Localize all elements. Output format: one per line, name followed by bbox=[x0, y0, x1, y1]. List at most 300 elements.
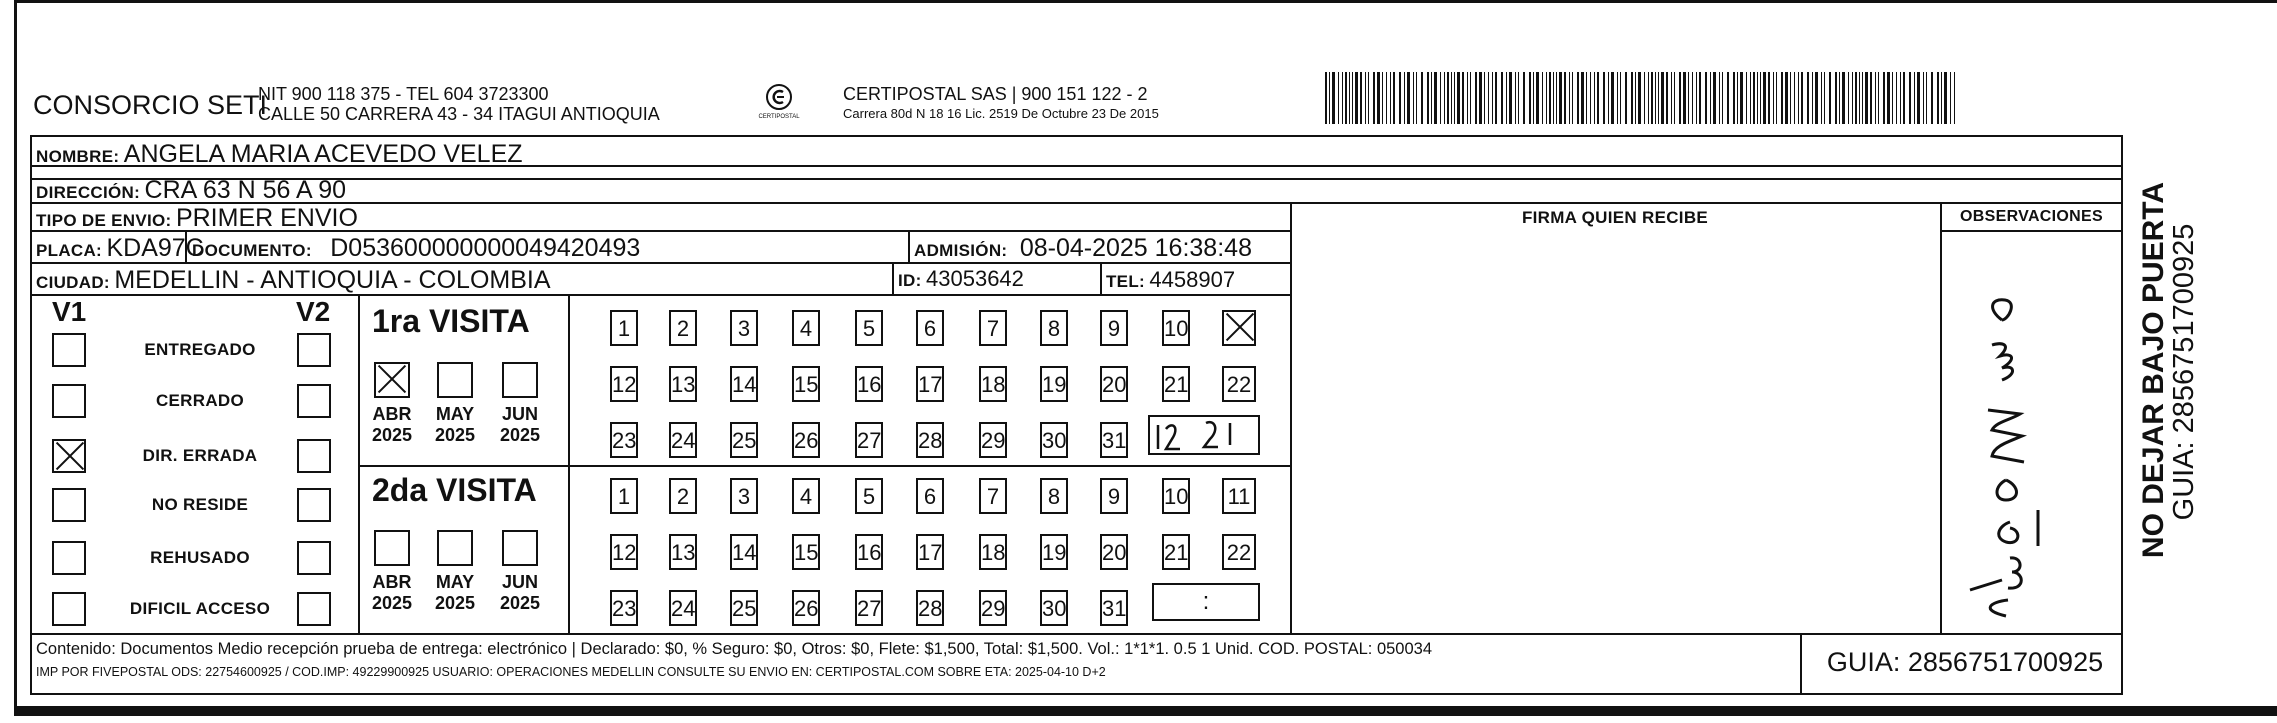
day-box[interactable]: 21 bbox=[1162, 366, 1190, 402]
day-box[interactable]: 7 bbox=[979, 478, 1007, 514]
barcode-bar bbox=[1536, 72, 1539, 124]
day-box[interactable]: 10 bbox=[1162, 310, 1190, 346]
day-box[interactable]: 2 bbox=[669, 310, 697, 346]
day-box[interactable]: 4 bbox=[792, 478, 820, 514]
day-box[interactable]: 18 bbox=[979, 534, 1007, 570]
month-label bbox=[427, 572, 483, 614]
barcode-bar bbox=[1875, 72, 1876, 124]
observaciones-label: OBSERVACIONES bbox=[1960, 208, 2103, 225]
barcode-bar bbox=[1355, 72, 1358, 124]
barcode-bar bbox=[1454, 72, 1455, 124]
barcode-bar bbox=[1407, 72, 1410, 124]
certipostal-logo bbox=[752, 82, 806, 130]
barcode-bar bbox=[1917, 72, 1920, 124]
barcode-bar bbox=[1839, 72, 1840, 124]
barcode-bar bbox=[1342, 72, 1343, 124]
barcode-bar bbox=[1746, 72, 1747, 124]
barcode-bar bbox=[1594, 72, 1595, 124]
barcode-bar bbox=[1467, 72, 1468, 124]
day-box[interactable]: 29 bbox=[979, 590, 1007, 626]
reason-label: ENTREGADO bbox=[144, 340, 256, 359]
v2-checkbox[interactable] bbox=[297, 541, 331, 575]
barcode-bar bbox=[1696, 72, 1697, 124]
admision-label: ADMISIÓN: bbox=[914, 241, 1008, 260]
barcode-bar bbox=[1597, 72, 1599, 124]
barcode-bar bbox=[1625, 72, 1627, 124]
month-label bbox=[364, 572, 420, 614]
day-box[interactable]: 26 bbox=[792, 422, 820, 458]
first-visit-title: 1ra VISITA bbox=[372, 303, 530, 339]
barcode-bar bbox=[1926, 72, 1927, 124]
day-box[interactable]: 17 bbox=[916, 366, 944, 402]
direccion-value: CRA 63 N 56 A 90 bbox=[144, 176, 347, 204]
barcode-bar bbox=[1325, 72, 1327, 124]
first-visit-time-box[interactable] bbox=[1148, 415, 1260, 455]
barcode-bar bbox=[1655, 72, 1656, 124]
barcode-bar bbox=[1382, 72, 1383, 124]
day-box[interactable]: 19 bbox=[1040, 366, 1068, 402]
day-box[interactable]: 11 bbox=[1222, 478, 1256, 514]
company-name: CONSORCIO SETI bbox=[33, 90, 268, 120]
day-box[interactable]: 12 bbox=[610, 534, 638, 570]
day-box[interactable]: 13 bbox=[669, 366, 697, 402]
barcode-bar bbox=[1413, 72, 1414, 124]
barcode-bar bbox=[1523, 72, 1525, 124]
barcode-bar bbox=[1815, 72, 1818, 124]
barcode-bar bbox=[1386, 72, 1387, 124]
barcode-bar bbox=[1638, 72, 1641, 124]
barcode-bar bbox=[1855, 72, 1857, 124]
second-visit-time-box[interactable]: : bbox=[1152, 583, 1260, 621]
barcode-bar bbox=[1648, 72, 1649, 124]
barcode-bar bbox=[1506, 72, 1507, 124]
barcode-bar bbox=[1674, 72, 1675, 124]
v2-checkbox[interactable] bbox=[297, 592, 331, 626]
v1-checkbox[interactable] bbox=[52, 384, 86, 418]
day-box[interactable]: 3 bbox=[730, 478, 758, 514]
day-box[interactable]: 25 bbox=[730, 590, 758, 626]
barcode-bar bbox=[1329, 72, 1330, 124]
day-box[interactable]: 24 bbox=[669, 590, 697, 626]
day-box[interactable]: 20 bbox=[1100, 534, 1128, 570]
barcode-bar bbox=[1556, 72, 1557, 124]
v1-checkbox[interactable] bbox=[52, 439, 86, 473]
day-box[interactable]: 30 bbox=[1040, 590, 1068, 626]
barcode-bar bbox=[1590, 72, 1591, 124]
day-box[interactable]: 30 bbox=[1040, 422, 1068, 458]
barcode-bar bbox=[1740, 72, 1743, 124]
barcode-bar bbox=[1488, 72, 1489, 124]
documento-label: DOCUMENTO: bbox=[192, 241, 312, 260]
barcode-bar bbox=[1798, 72, 1799, 124]
barcode-bar bbox=[1914, 72, 1915, 124]
admision-value: 08-04-2025 16:38:48 bbox=[1019, 234, 1252, 262]
month-label bbox=[492, 404, 548, 446]
certipostal-line1: CERTIPOSTAL SAS | 900 151 122 - 2 bbox=[843, 84, 1148, 104]
barcode-bar bbox=[1635, 72, 1636, 124]
day-box[interactable]: 15 bbox=[792, 534, 820, 570]
month-checkbox[interactable] bbox=[437, 362, 473, 398]
month-name: JUN bbox=[501, 404, 538, 424]
ciudad-label: CIUDAD: bbox=[36, 273, 110, 292]
month-checkbox[interactable] bbox=[374, 362, 410, 398]
barcode-bar bbox=[1768, 72, 1770, 124]
barcode-bar bbox=[1572, 72, 1573, 124]
barcode-bar bbox=[1631, 72, 1633, 124]
barcode-bar bbox=[1501, 72, 1503, 124]
barcode bbox=[1325, 72, 1960, 124]
barcode-bar bbox=[1776, 72, 1777, 124]
month-name: MAY bbox=[435, 404, 475, 424]
day-box[interactable]: 16 bbox=[855, 534, 883, 570]
day-box[interactable]: 22 bbox=[1222, 366, 1256, 402]
tel-value: 4458907 bbox=[1149, 267, 1236, 292]
observation-handwriting bbox=[1950, 290, 2070, 630]
barcode-bar bbox=[1495, 72, 1497, 124]
barcode-bar bbox=[1865, 72, 1868, 124]
day-box[interactable]: 14 bbox=[730, 366, 758, 402]
side-no-dejar: NO DEJAR BAJO PUERTA bbox=[2137, 181, 2170, 559]
barcode-bar bbox=[1451, 72, 1452, 124]
barcode-bar bbox=[1909, 72, 1911, 124]
barcode-bar bbox=[1842, 72, 1845, 124]
day-box[interactable]: 13 bbox=[669, 534, 697, 570]
barcode-bar bbox=[1518, 72, 1519, 124]
day-box[interactable]: 6 bbox=[916, 310, 944, 346]
day-box[interactable]: 10 bbox=[1162, 478, 1190, 514]
barcode-bar bbox=[1666, 72, 1668, 124]
day-box[interactable]: 31 bbox=[1100, 422, 1128, 458]
tipo-row bbox=[36, 204, 358, 233]
v2-checkbox[interactable] bbox=[297, 488, 331, 522]
logo-text: CERTIPOSTAL bbox=[758, 114, 800, 120]
barcode-bar bbox=[1416, 72, 1417, 124]
day-box[interactable]: 7 bbox=[979, 310, 1007, 346]
barcode-bar bbox=[1900, 72, 1901, 124]
day-box[interactable]: 20 bbox=[1100, 366, 1128, 402]
tel-row bbox=[1106, 267, 1235, 293]
barcode-bar bbox=[1404, 72, 1405, 124]
barcode-bar bbox=[1750, 72, 1751, 124]
admision-row bbox=[914, 234, 1252, 263]
barcode-bar bbox=[1753, 72, 1755, 124]
barcode-bar bbox=[1812, 72, 1813, 124]
barcode-bar bbox=[1794, 72, 1795, 124]
barcode-bar bbox=[1878, 72, 1879, 124]
barcode-bar bbox=[1705, 72, 1707, 124]
barcode-bar bbox=[1533, 72, 1534, 124]
barcode-bar bbox=[1479, 72, 1482, 124]
barcode-bar bbox=[1475, 72, 1477, 124]
month-label bbox=[492, 572, 548, 614]
barcode-bar bbox=[1722, 72, 1723, 124]
barcode-bar bbox=[1440, 72, 1441, 124]
v1-header: V1 bbox=[52, 296, 87, 327]
day-box[interactable]: 1 bbox=[610, 478, 638, 514]
barcode-bar bbox=[1509, 72, 1512, 124]
id-label: ID: bbox=[898, 271, 922, 290]
month-label bbox=[364, 404, 420, 446]
barcode-bar bbox=[1950, 72, 1951, 124]
certipostal-line2: Carrera 80d N 18 16 Lic. 2519 De Octubre 23 De 2015 bbox=[843, 106, 1159, 121]
nombre-row bbox=[36, 140, 523, 169]
barcode-bar bbox=[1848, 72, 1849, 124]
barcode-bar bbox=[1393, 72, 1395, 124]
direccion-label: DIRECCIÓN: bbox=[36, 183, 141, 202]
day-box[interactable]: 19 bbox=[1040, 534, 1068, 570]
barcode-bar bbox=[1941, 72, 1942, 124]
barcode-bar bbox=[1944, 72, 1947, 124]
barcode-bar bbox=[1785, 72, 1788, 124]
month-label bbox=[427, 404, 483, 446]
month-checkbox[interactable] bbox=[437, 530, 473, 566]
barcode-bar bbox=[1431, 72, 1432, 124]
ciudad-row bbox=[36, 266, 551, 295]
barcode-bar bbox=[1781, 72, 1783, 124]
barcode-bar bbox=[1824, 72, 1825, 124]
day-box[interactable]: 18 bbox=[979, 366, 1007, 402]
footer-line2: IMP POR FIVEPOSTAL ODS: 22754600925 / COD.IMP: 49229900925 USUARIO: OPERACIONES MEDELLIN CONSULTE SU ENVIO EN: CERTIPOSTAL.COM SOBRE ETA: 2025-04-10 D+2 bbox=[36, 665, 1106, 679]
barcode-bar bbox=[1492, 72, 1493, 124]
month-year: 2025 bbox=[371, 425, 413, 445]
barcode-bar bbox=[1352, 72, 1353, 124]
tipo-value: PRIMER ENVIO bbox=[175, 204, 358, 232]
barcode-bar bbox=[1399, 72, 1401, 124]
barcode-bar bbox=[1887, 72, 1890, 124]
day-box[interactable]: 5 bbox=[855, 478, 883, 514]
day-box[interactable]: 8 bbox=[1040, 310, 1068, 346]
barcode-bar bbox=[1688, 72, 1689, 124]
reason-label: CERRADO bbox=[155, 391, 245, 410]
v1-checkbox[interactable] bbox=[52, 592, 86, 626]
month-name: ABR bbox=[372, 572, 412, 592]
barcode-bar bbox=[1617, 72, 1618, 124]
day-box[interactable]: 3 bbox=[730, 310, 758, 346]
barcode-bar bbox=[1923, 72, 1924, 124]
barcode-bar bbox=[1790, 72, 1791, 124]
barcode-bar bbox=[1801, 72, 1803, 124]
barcode-bar bbox=[1773, 72, 1774, 124]
barcode-bar bbox=[1671, 72, 1672, 124]
v1-checkbox[interactable] bbox=[52, 541, 86, 575]
barcode-bar bbox=[1757, 72, 1758, 124]
barcode-bar bbox=[1760, 72, 1761, 124]
day-box[interactable]: 31 bbox=[1100, 590, 1128, 626]
footer-guia: GUIA: 2856751700925 bbox=[1826, 647, 2104, 677]
barcode-bar bbox=[1332, 72, 1335, 124]
day-box[interactable]: 16 bbox=[855, 366, 883, 402]
barcode-bar bbox=[1870, 72, 1872, 124]
day-box[interactable]: 25 bbox=[730, 422, 758, 458]
month-year: 2025 bbox=[499, 593, 541, 613]
day-box[interactable]: 23 bbox=[610, 422, 638, 458]
barcode-bar bbox=[1421, 72, 1423, 124]
barcode-bar bbox=[1549, 72, 1551, 124]
month-checkbox[interactable] bbox=[502, 530, 538, 566]
barcode-bar bbox=[1821, 72, 1822, 124]
barcode-bar bbox=[1896, 72, 1897, 124]
month-name: JUN bbox=[501, 572, 538, 592]
barcode-bar bbox=[1542, 72, 1543, 124]
day-box[interactable]: 1 bbox=[610, 310, 638, 346]
barcode-bar bbox=[1937, 72, 1939, 124]
barcode-bar bbox=[1651, 72, 1653, 124]
barcode-bar bbox=[1484, 72, 1485, 124]
barcode-bar bbox=[1692, 72, 1693, 124]
v2-checkbox[interactable] bbox=[297, 333, 331, 367]
barcode-bar bbox=[1470, 72, 1471, 124]
placa-row bbox=[36, 234, 204, 263]
barcode-bar bbox=[1883, 72, 1885, 124]
barcode-bar bbox=[1737, 72, 1738, 124]
barcode-bar bbox=[1683, 72, 1686, 124]
barcode-bar bbox=[1457, 72, 1460, 124]
reason-label: DIR. ERRADA bbox=[142, 446, 258, 465]
barcode-bar bbox=[1763, 72, 1766, 124]
barcode-bar bbox=[1349, 72, 1350, 124]
ciudad-value: MEDELLIN - ANTIOQUIA - COLOMBIA bbox=[114, 266, 551, 294]
month-checkbox[interactable] bbox=[502, 362, 538, 398]
barcode-bar bbox=[1564, 72, 1566, 124]
barcode-bar bbox=[1644, 72, 1645, 124]
day-box[interactable]: 27 bbox=[855, 422, 883, 458]
day-box[interactable]: 9 bbox=[1100, 310, 1128, 346]
day-box[interactable]: 4 bbox=[792, 310, 820, 346]
documento-value: D053600000000049420493 bbox=[330, 234, 641, 262]
day-box[interactable]: 12 bbox=[610, 366, 638, 402]
day-box[interactable]: 6 bbox=[916, 478, 944, 514]
barcode-bar bbox=[1427, 72, 1429, 124]
day-box[interactable]: 14 bbox=[730, 534, 758, 570]
placa-value: KDA97C bbox=[106, 234, 204, 262]
v1-checkbox[interactable] bbox=[52, 333, 86, 367]
barcode-bar bbox=[1713, 72, 1716, 124]
barcode-bar bbox=[1710, 72, 1711, 124]
reason-label: NO RESIDE bbox=[151, 495, 249, 514]
barcode-bar bbox=[1368, 72, 1369, 124]
barcode-bar bbox=[1733, 72, 1735, 124]
barcode-bar bbox=[1515, 72, 1516, 124]
barcode-bar bbox=[1679, 72, 1681, 124]
month-year: 2025 bbox=[499, 425, 541, 445]
day-box[interactable]: 21 bbox=[1162, 534, 1190, 570]
barcode-bar bbox=[1835, 72, 1837, 124]
barcode-bar bbox=[1829, 72, 1831, 124]
day-box[interactable]: 27 bbox=[855, 590, 883, 626]
month-year: 2025 bbox=[434, 593, 476, 613]
nombre-label: NOMBRE: bbox=[36, 147, 120, 166]
barcode-bar bbox=[1345, 72, 1347, 124]
day-box[interactable]: 17 bbox=[916, 534, 944, 570]
barcode-bar bbox=[1807, 72, 1809, 124]
v2-checkbox[interactable] bbox=[297, 439, 331, 473]
first-visit-time-handwriting bbox=[1150, 417, 1258, 453]
barcode-bar bbox=[1903, 72, 1905, 124]
day-box[interactable]: 24 bbox=[669, 422, 697, 458]
certipostal-logo-icon bbox=[764, 82, 794, 112]
day-box[interactable]: 8 bbox=[1040, 478, 1068, 514]
day-box[interactable]: 5 bbox=[855, 310, 883, 346]
month-year: 2025 bbox=[434, 425, 476, 445]
barcode-bar bbox=[1586, 72, 1587, 124]
day-box[interactable] bbox=[1222, 310, 1256, 346]
day-box[interactable]: 23 bbox=[610, 590, 638, 626]
barcode-bar bbox=[1603, 72, 1605, 124]
barcode-bar bbox=[1727, 72, 1729, 124]
documento-row bbox=[192, 234, 640, 263]
barcode-bar bbox=[1529, 72, 1531, 124]
barcode-bar bbox=[1444, 72, 1445, 124]
tipo-label: TIPO DE ENVIO: bbox=[36, 211, 172, 230]
barcode-bar bbox=[1852, 72, 1853, 124]
barcode-bar bbox=[1553, 72, 1554, 124]
v2-header: V2 bbox=[296, 296, 331, 327]
barcode-bar bbox=[1365, 72, 1366, 124]
barcode-bar bbox=[1892, 72, 1893, 124]
direccion-row bbox=[36, 176, 346, 205]
barcode-bar bbox=[1862, 72, 1863, 124]
tel-label: TEL: bbox=[1106, 272, 1145, 291]
barcode-bar bbox=[1608, 72, 1609, 124]
month-year: 2025 bbox=[371, 593, 413, 613]
month-checkbox[interactable] bbox=[374, 530, 410, 566]
barcode-bar bbox=[1546, 72, 1547, 124]
barcode-bar bbox=[1390, 72, 1391, 124]
barcode-bar bbox=[1611, 72, 1614, 124]
barcode-bar bbox=[1658, 72, 1659, 124]
day-box[interactable]: 26 bbox=[792, 590, 820, 626]
day-box[interactable]: 29 bbox=[979, 422, 1007, 458]
day-box[interactable]: 9 bbox=[1100, 478, 1128, 514]
barcode-bar bbox=[1859, 72, 1860, 124]
barcode-bar bbox=[1954, 72, 1955, 124]
day-box[interactable]: 22 bbox=[1222, 534, 1256, 570]
reason-label: DIFICIL ACCESO bbox=[129, 599, 271, 618]
barcode-bar bbox=[1559, 72, 1562, 124]
day-box[interactable]: 28 bbox=[916, 590, 944, 626]
barcode-bar bbox=[1719, 72, 1720, 124]
barcode-bar bbox=[1620, 72, 1621, 124]
placa-label: PLACA: bbox=[36, 241, 103, 260]
day-box[interactable]: 28 bbox=[916, 422, 944, 458]
month-name: MAY bbox=[435, 572, 475, 592]
month-name: ABR bbox=[372, 404, 412, 424]
company-nit: NIT 900 118 375 - TEL 604 3723300 bbox=[258, 84, 549, 104]
v2-checkbox[interactable] bbox=[297, 384, 331, 418]
id-row bbox=[898, 266, 1024, 292]
barcode-bar bbox=[1462, 72, 1464, 124]
day-box[interactable]: 15 bbox=[792, 366, 820, 402]
firma-label: FIRMA QUIEN RECIBE bbox=[1521, 208, 1709, 227]
barcode-bar bbox=[1360, 72, 1362, 124]
barcode-bar bbox=[1377, 72, 1380, 124]
barcode-bar bbox=[1577, 72, 1579, 124]
reason-label: REHUSADO bbox=[150, 548, 250, 567]
nombre-value: ANGELA MARIA ACEVEDO VELEZ bbox=[123, 140, 523, 168]
barcode-bar bbox=[1581, 72, 1584, 124]
id-value: 43053642 bbox=[926, 266, 1024, 291]
barcode-bar bbox=[1447, 72, 1449, 124]
barcode-bar bbox=[1373, 72, 1375, 124]
v1-checkbox[interactable] bbox=[52, 488, 86, 522]
barcode-bar bbox=[1699, 72, 1701, 124]
barcode-bar bbox=[1661, 72, 1664, 124]
footer-line1: Contenido: Documentos Medio recepción prueba de entrega: electrónico | Declarado: $0, % Seguro: $0, Otros: $0, Flete: $1,500, Total: $1,500. Vol.: 1*1*1. 0.5 1 Unid. COD. POSTAL: 050034 bbox=[36, 640, 1433, 658]
second-visit-title: 2da VISITA bbox=[372, 472, 537, 508]
barcode-bar bbox=[1931, 72, 1933, 124]
barcode-bar bbox=[1434, 72, 1437, 124]
day-box[interactable]: 2 bbox=[669, 478, 697, 514]
